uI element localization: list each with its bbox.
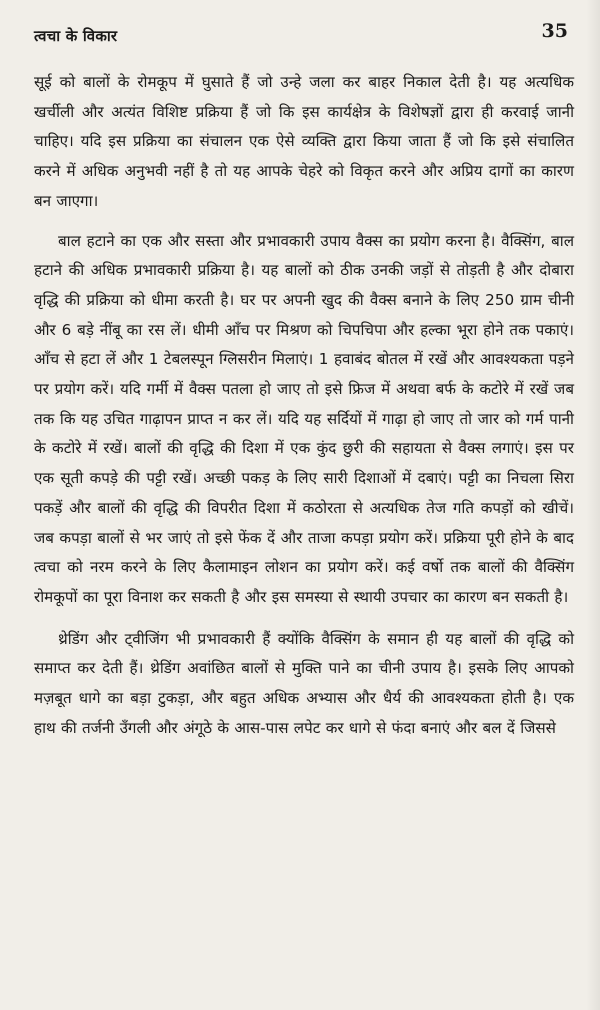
paragraph-electrolysis: सूई को बालों के रोमकूप में घुसाते हैं जो उन्हे जला कर बाहर निकाल देती है। यह अत्यधिक खर्चीली और अत्यंत विशिष्ट प्रक्रिया हैं जो कि इस कार्यक्षेत्र के विशेषज्ञों द्वारा ही करवाई जानी चाहिए। यदि इस प्रक्रिया का संचालन एक ऐसे व्यक्ति द्वारा किया जाता हैं जो कि इसे संचालित करने में अधिक अनुभवी नहीं है तो यह आपके चेहरे को विकृत करने और अप्रिय दागों का कारण बन जाएगा। (34, 73, 574, 210)
paragraph-waxing: बाल हटाने का एक और सस्ता और प्रभावकारी उपाय वैक्स का प्रयोग करना है। वैक्सिंग, बाल हटाने की अधिक प्रभावकारी प्रक्रिया है। यह बालों को ठीक उनकी जड़ों से तोड़ती है और दोबारा वृद्धि की प्रक्रिया को धीमा करती है। घर पर अपनी खुद की वैक्स बनाने के लिए 250 ग्राम चीनी और 6 बड़े नींबू का रस लें। धीमी आँच पर मिश्रण को चिपचिपा और हल्का भूरा होने तक पकाएं। आँच से हटा लें और 1 टेबलस्पून ग्लिसरीन मिलाएं। 1 हवाबंद बोतल में रखें और आवश्यकता पड़ने पर प्रयोग करें। यदि गर्मी में वैक्स पतला हो जाए तो इसे फ्रिज में अथवा बर्फ के कटोरे में रखें जब तक कि यह उचित गाढ़ापन प्राप्त न कर लें। यदि यह सर्दियों में गाढ़ा हो जाए तो जार को गर्म पानी के कटोरे में रखें। बालों की वृद्धि की दिशा में एक कुंद छुरी की सहायता से वैक्स लगाएं। इस पर एक सूती कपड़े की पट्टी रखें। अच्छी पकड़ के लिए सारी दिशाओं में दबाएं। पट्टी का निचला सिरा पकड़ें और बालों की वृद्धि की विपरीत दिशा में कठोरता से अत्यधिक तेज गति कपड़ों को खीचें। जब कपड़ा बालों से भर जाएं तो इसे फेंक दें और ताजा कपड़ा प्रयोग करें। प्रक्रिया पूरी होने के बाद त्वचा को नरम करने के लिए कैलामाइन लोशन का प्रयोग करें। कई वर्षो तक बालों की वैक्सिंग रोमकूपों का पूरा विनाश कर सकती है और इस समस्या से स्थायी उपचार का कारण बन सकती है। (34, 231, 574, 606)
chapter-title: त्वचा के विकार (34, 27, 118, 45)
body-text (34, 68, 574, 743)
page-number: 35 (541, 20, 568, 42)
paragraph-threading: थ्रेडिंग और ट्वीजिंग भी प्रभावकारी हैं क्योंकि वैक्सिंग के समान ही यह बालों की वृद्धि को समाप्त कर देती हैं। थ्रेडिंग अवांछित बालों से मुक्ति पाने का चीनी उपाय है। इसके लिए आपको मज़बूत धागे का बड़ा टुकड़ा, और बहुत अधिक अभ्यास और धैर्य की आवश्यकता होती है। एक हाथ की तर्जनी उँगली और अंगूठे के आस-पास लपेट कर धागे से फंदा बनाएं और बल दें जिससे (34, 629, 574, 737)
page-header (34, 20, 574, 54)
